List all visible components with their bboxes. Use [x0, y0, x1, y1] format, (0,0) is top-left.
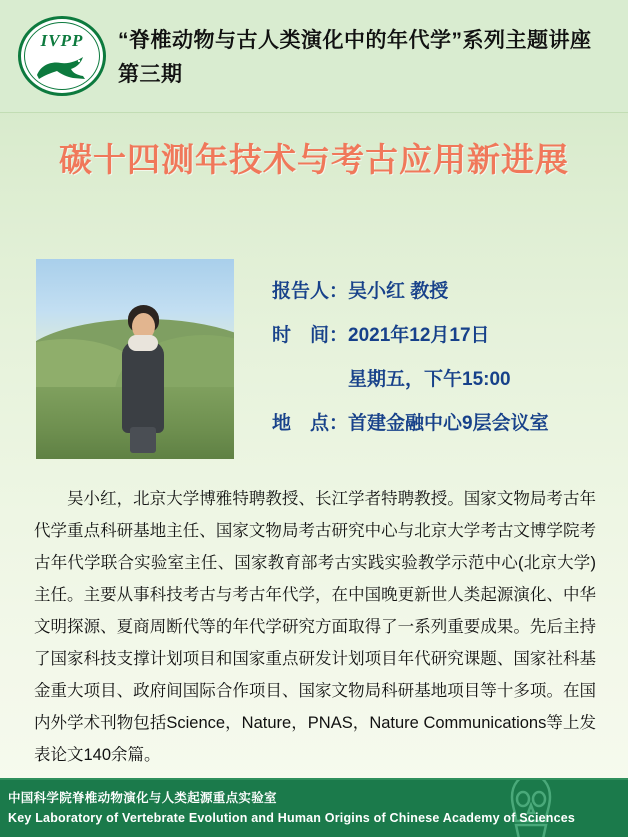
time-value: 2021年12月17日: [348, 325, 490, 346]
time-value-weekday: 星期五，下午15:00: [348, 369, 511, 390]
time-row-second: [272, 358, 612, 402]
lecture-details: [272, 270, 612, 446]
ivpp-logo: [18, 16, 106, 96]
place-label: 地 点：: [272, 413, 349, 434]
footer-lab-name-cn: 中国科学院脊椎动物演化与人类起源重点实验室: [8, 791, 277, 805]
speaker-label: 报告人：: [272, 281, 349, 302]
skull-watermark-icon: [488, 780, 574, 837]
place-value: 首建金融中心9层会议室: [348, 413, 549, 434]
photo-person-scarf: [128, 335, 158, 351]
speaker-photo: [36, 259, 234, 459]
speaker-row: [272, 270, 612, 314]
time-label: 时 间：: [272, 325, 349, 346]
series-title: “脊椎动物与古人类演化中的年代学”系列主题讲座第三期: [118, 29, 592, 86]
speaker-value: 吴小红 教授: [348, 281, 449, 302]
logo-text: IVPP: [40, 31, 84, 50]
poster-footer: [0, 780, 628, 837]
poster-header: [0, 0, 628, 113]
speaker-biography: 吴小红，北京大学博雅特聘教授、长江学者特聘教授。国家文物局考古年代学重点科研基地主任、国家文物局考古研究中心与北京大学考古文博学院考古年代学联合实验室主任、国家教育部考古实践实验教学示范中心(北京大学)主任。主要从事科技考古与考古年代学，在中国晚更新世人类起源演化、中华文明探源、夏商周断代等的年代学研究方面取得了一系列重要成果。先后主持了国家科技支撑计划项目和国家重点研发计划项目年代研究课题、国家社科基金重大项目、政府间国际合作项目、国家文物局科研基地项目等十多项。在国内外学术刊物包括Science，Nature，PNAS，Nature Communications等上发表论文140余篇。: [34, 490, 596, 764]
place-row: [272, 402, 612, 446]
page-title: 碳十四测年技术与考古应用新进展: [59, 141, 569, 178]
photo-person-legs: [130, 427, 156, 453]
ivpp-dinosaur-icon: [33, 55, 93, 81]
time-row: [272, 314, 612, 358]
photo-person-coat: [122, 341, 164, 433]
footer-lab-name-en: Key Laboratory of Vertebrate Evolution and Human Origins of Chinese Academy of Sciences: [8, 811, 576, 825]
